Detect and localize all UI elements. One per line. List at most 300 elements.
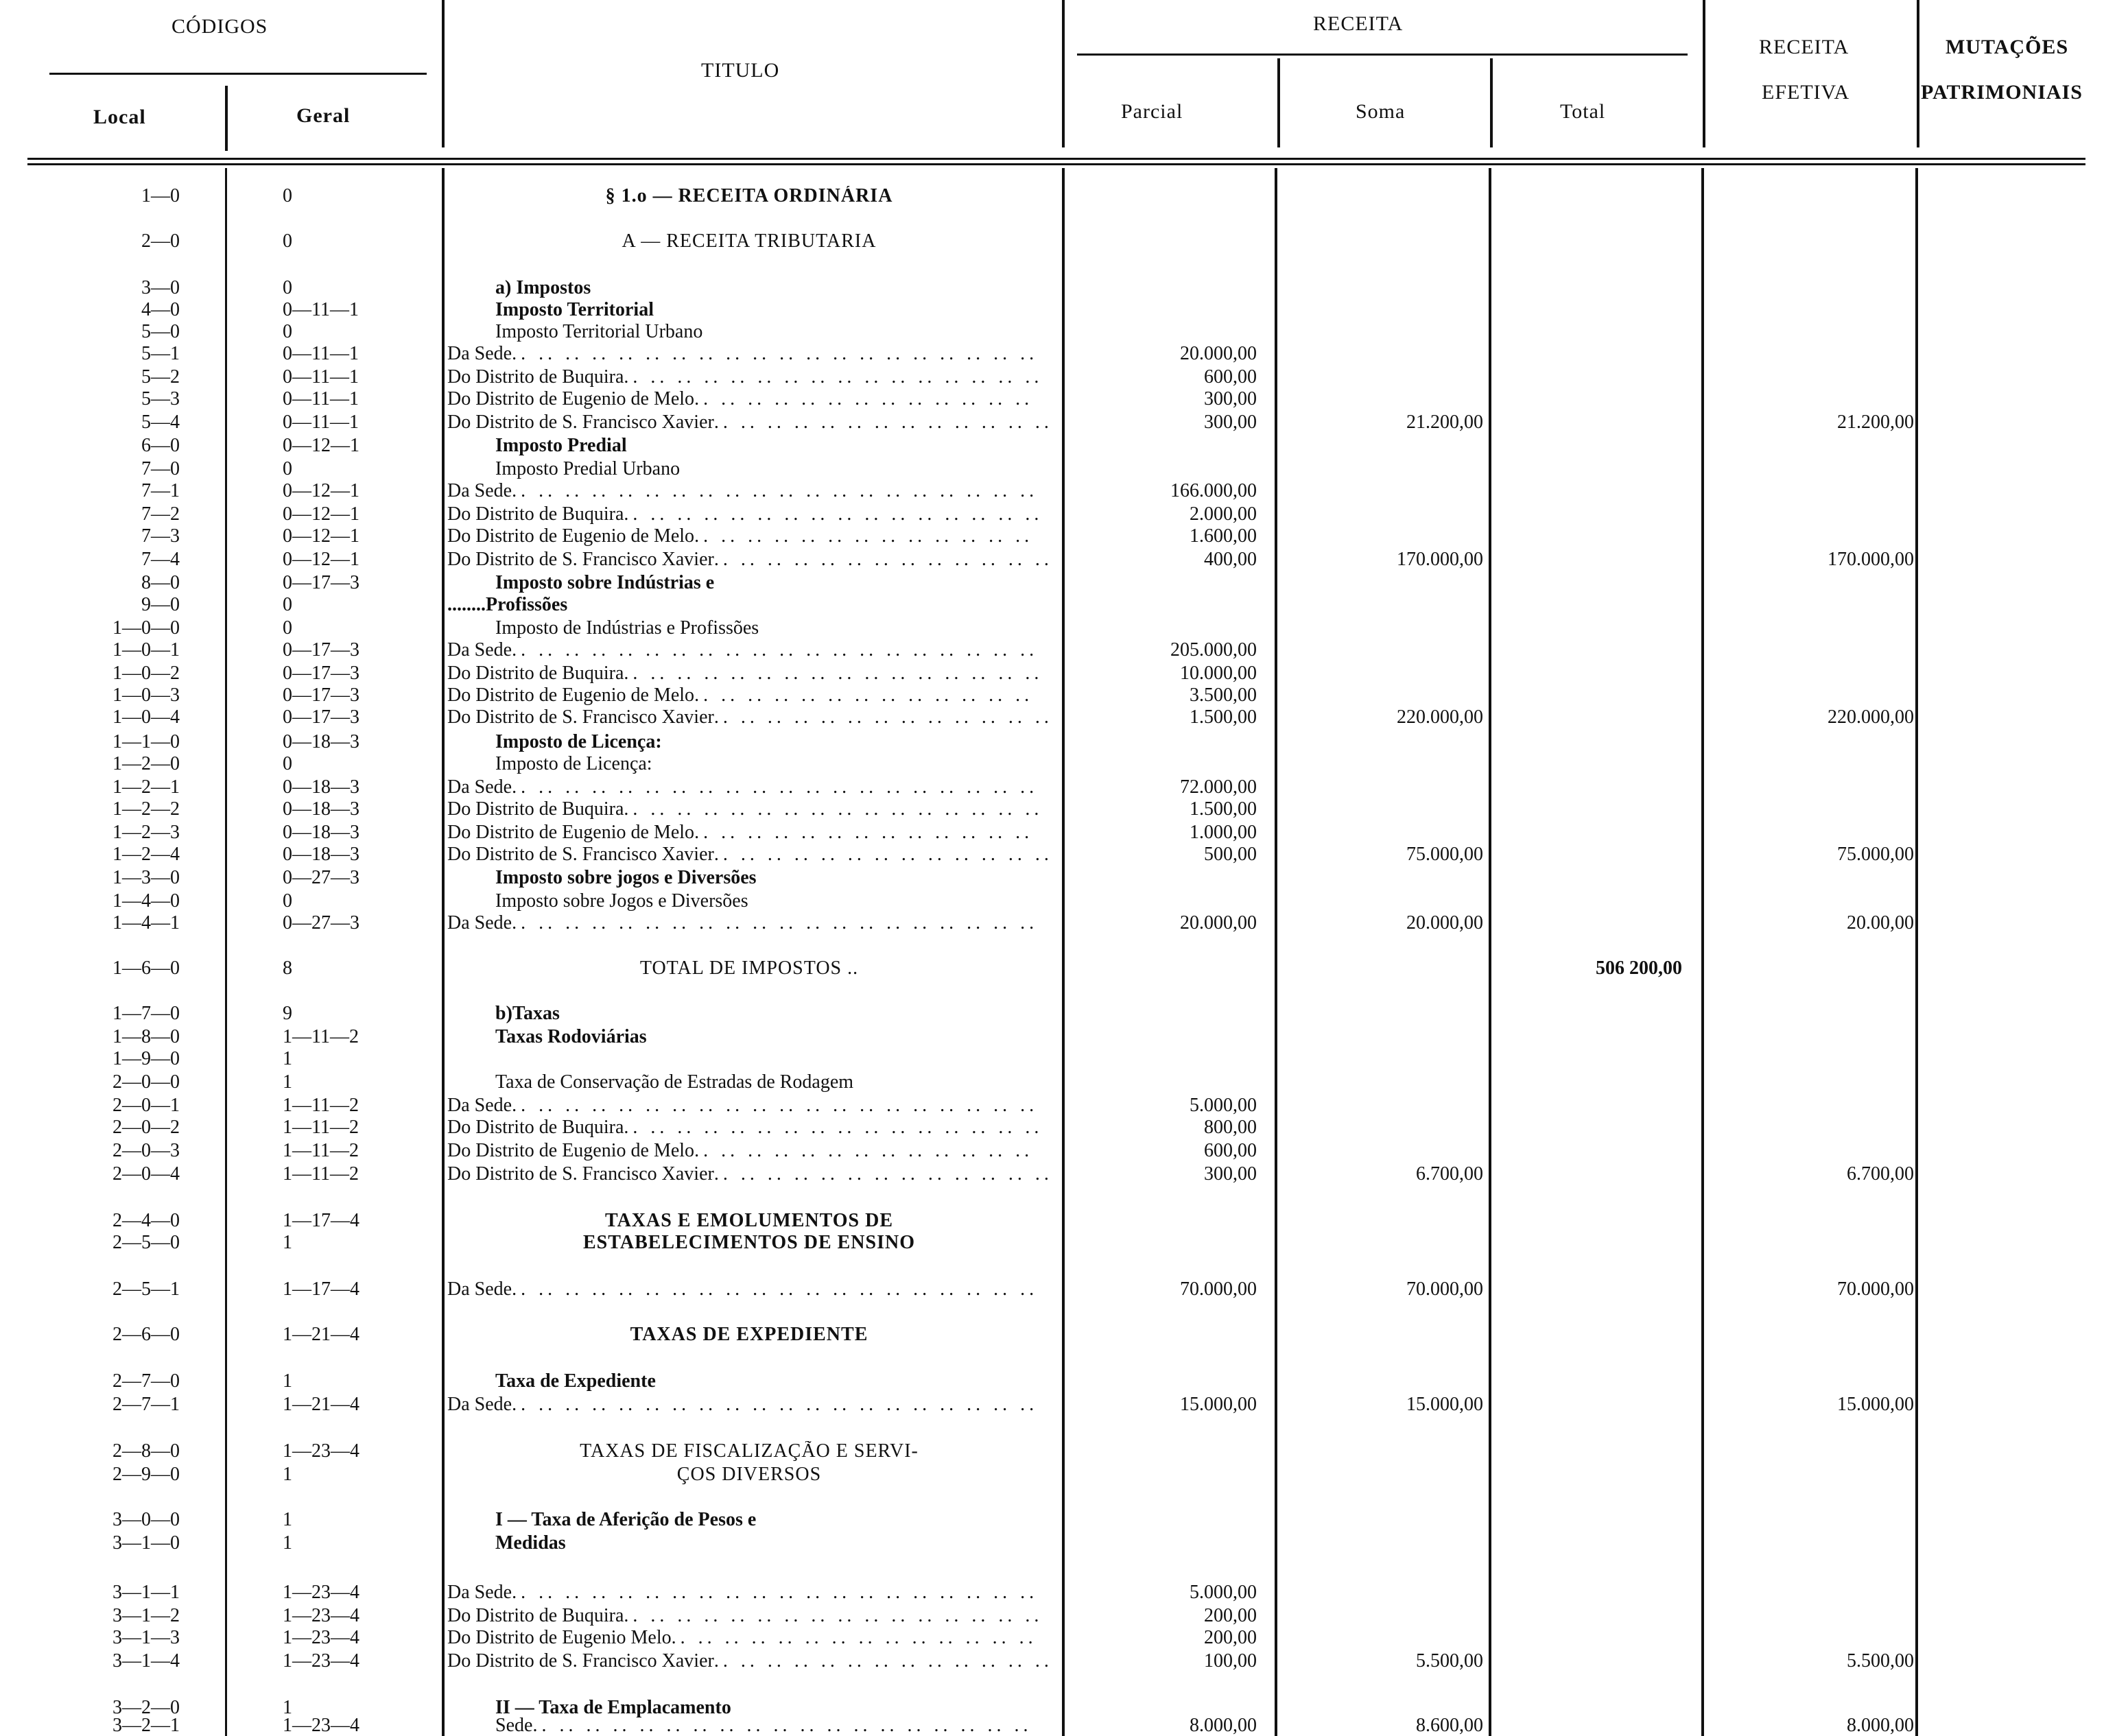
row-title [447, 1279, 1058, 1300]
value-parcial: 72.000,00 [1180, 776, 1257, 798]
row-title-text: Taxa de Expediente [495, 1371, 656, 1392]
header-local: Local [93, 106, 146, 128]
row-title [447, 1117, 1058, 1138]
value-parcial: 15.000,00 [1180, 1394, 1257, 1415]
codigo-geral: 0—27—3 [283, 912, 359, 934]
row-title-text: Imposto Predial Urbano [495, 459, 681, 479]
dot-leader: .. .. .. .. .. .. .. .. .. .. .. .. .. .. .. .. [624, 1117, 1043, 1138]
value-parcial: 400,00 [1204, 549, 1257, 570]
row-title [447, 913, 1058, 934]
codigo-local: 2—4—0 [113, 1210, 180, 1231]
row-title-text: Do Distrito de S. Francisco Xavier [447, 1651, 714, 1672]
codigo-local: 2—0—4 [113, 1163, 180, 1185]
dot-leader: .. .. .. .. .. .. .. .. .. .. .. .. .. [694, 1141, 1034, 1161]
codigo-geral: 1 [283, 1232, 292, 1253]
divider-titulo-left [442, 0, 445, 147]
table-row [0, 754, 2128, 774]
codigo-local: 7—0 [141, 458, 180, 479]
value-efetiva: 5.500,00 [1847, 1650, 1914, 1672]
table-row [0, 412, 2128, 433]
table-row [0, 1464, 2128, 1485]
value-parcial: 200,00 [1204, 1605, 1257, 1626]
table-row [0, 1117, 2128, 1138]
row-title [447, 1324, 1051, 1345]
codigo-local: 8—0 [141, 572, 180, 593]
row-title-text: Do Distrito de Buquira [447, 1606, 624, 1626]
row-title-text: Imposto sobre Jogos e Diversões [495, 891, 748, 912]
codigo-local: 1—0—0 [113, 617, 180, 639]
dot-leader: .. .. .. .. .. .. .. .. .. .. .. .. .. [713, 549, 1053, 570]
codigo-local: 2—0—1 [113, 1095, 180, 1116]
row-title-text: Do Distrito de Eugenio de Melo [447, 526, 695, 547]
value-parcial: 600,00 [1204, 1140, 1257, 1161]
codigo-geral: 1 [283, 1532, 292, 1554]
dot-leader: .. .. .. .. .. .. .. .. .. .. .. .. .. .. .. .. .. .. .. .. [512, 344, 1039, 364]
codigo-local: 3—2—1 [113, 1715, 180, 1736]
dot-leader: .. .. .. .. .. .. .. .. .. .. .. .. .. [694, 822, 1034, 843]
codigo-geral: 1—23—4 [283, 1605, 359, 1626]
codigo-local: 5—3 [141, 388, 180, 409]
row-title [495, 868, 1058, 888]
divider-parcial-soma [1277, 58, 1280, 147]
codigo-geral: 1—17—4 [283, 1279, 359, 1300]
table-row [0, 663, 2128, 684]
value-parcial: 300,00 [1204, 388, 1257, 409]
codigo-geral: 1—23—4 [283, 1582, 359, 1603]
table-row [0, 367, 2128, 388]
value-soma: 21.200,00 [1406, 412, 1483, 433]
table-row [0, 1233, 2128, 1253]
codigo-geral: 9 [283, 1003, 292, 1024]
codigo-geral: 0—11—1 [283, 412, 359, 433]
codigo-geral: 0—12—1 [283, 525, 359, 547]
row-title [447, 707, 1058, 728]
codigo-local: 1—8—0 [113, 1026, 180, 1047]
codigo-geral: 1—11—2 [283, 1163, 359, 1185]
codigo-geral: 0—27—3 [283, 867, 359, 888]
value-parcial: 800,00 [1204, 1117, 1257, 1138]
value-soma: 20.000,00 [1406, 912, 1483, 934]
codigo-geral: 1 [283, 1464, 292, 1485]
row-title-text: Da Sede [447, 913, 512, 934]
dot-leader: .. .. .. .. .. .. .. .. .. .. .. .. .. .. [671, 1628, 1037, 1648]
table-row [0, 344, 2128, 364]
dot-leader: .. .. .. .. .. .. .. .. .. .. .. .. .. .. .. .. .. .. .. .. [512, 640, 1039, 661]
value-efetiva: 21.200,00 [1837, 412, 1914, 433]
row-title-text: TOTAL DE IMPOSTOS .. [639, 958, 859, 979]
row-title-text: Taxas Rodoviárias [495, 1027, 647, 1047]
row-title [495, 1003, 1058, 1024]
codigo-local: 1—7—0 [113, 1003, 180, 1024]
header-parcial: Parcial [1121, 100, 1183, 123]
codigo-geral: 1—21—4 [283, 1324, 359, 1345]
value-parcial: 100,00 [1204, 1650, 1257, 1672]
header-total: Total [1560, 100, 1606, 123]
row-title [447, 526, 1058, 547]
row-title-text: Da Sede [447, 481, 512, 501]
table-row [0, 1715, 2128, 1736]
row-title [447, 367, 1058, 388]
codigo-geral: 0—11—1 [283, 388, 359, 409]
table-row [0, 504, 2128, 525]
codigo-geral: 8 [283, 958, 292, 979]
codigo-local: 3—0—0 [113, 1509, 180, 1530]
codigo-geral: 1—11—2 [283, 1026, 359, 1047]
table-row [0, 1095, 2128, 1116]
table-row [0, 913, 2128, 934]
table-row [0, 618, 2128, 639]
row-title [447, 1651, 1058, 1672]
table-row [0, 526, 2128, 547]
header-rule-bottom [27, 163, 2085, 165]
row-title-text: Do Distrito de Buquira [447, 799, 624, 820]
codigo-geral: 1 [283, 1071, 292, 1093]
codigo-local: 5—4 [141, 412, 180, 433]
row-title-text: Taxa de Conservação de Estradas de Rodagem [495, 1072, 854, 1093]
header-mutacoes-2: PATRIMONIAIS [1921, 81, 2083, 104]
table-row [0, 799, 2128, 820]
table-row [0, 732, 2128, 752]
row-title-text: § 1.o — RECEITA ORDINÁRIA [605, 186, 893, 206]
row-title [447, 1164, 1058, 1185]
row-title-text: Do Distrito de Buquira [447, 367, 624, 388]
row-title-text: Imposto de Licença: [495, 732, 662, 752]
header-receita-rule [1077, 53, 1688, 56]
codigo-geral: 1—11—2 [283, 1095, 359, 1116]
row-title [447, 412, 1058, 433]
row-title [495, 618, 1058, 639]
table-row [0, 1394, 2128, 1415]
codigo-geral: 0 [283, 458, 292, 479]
codigo-local: 1—2—0 [113, 753, 180, 774]
codigo-local: 2—9—0 [113, 1464, 180, 1485]
codigo-local: 1—2—2 [113, 798, 180, 820]
row-title-text: Da Sede [447, 1582, 512, 1603]
codigo-local: 2—7—1 [113, 1394, 180, 1415]
row-title-text: Imposto Territorial [495, 300, 654, 320]
codigo-geral: 0—11—1 [283, 366, 359, 388]
row-title [447, 685, 1058, 706]
codigo-geral: 1 [283, 1509, 292, 1530]
table-row [0, 868, 2128, 888]
row-title [447, 844, 1058, 865]
codigo-geral: 0—12—1 [283, 480, 359, 501]
row-title-text: Da Sede [447, 777, 512, 798]
table-row [0, 1324, 2128, 1345]
row-title-text: Do Distrito de S. Francisco Xavier [447, 1164, 714, 1185]
value-efetiva: 220.000,00 [1828, 706, 1914, 728]
codigo-geral: 0—17—3 [283, 572, 359, 593]
header-codigos: CÓDIGOS [172, 15, 268, 38]
value-parcial: 5.000,00 [1190, 1095, 1257, 1116]
codigo-geral: 1 [283, 1048, 292, 1069]
row-title [495, 322, 1058, 342]
table-row [0, 1164, 2128, 1185]
row-title-text: Do Distrito de Eugenio de Melo [447, 389, 695, 409]
codigo-geral: 0 [283, 890, 292, 912]
codigo-local: 3—1—2 [113, 1605, 180, 1626]
divider-soma-total [1490, 58, 1493, 147]
codigo-local: 3—0 [141, 277, 180, 298]
codigo-local: 6—0 [141, 435, 180, 456]
value-efetiva: 15.000,00 [1837, 1394, 1914, 1415]
row-title [495, 436, 1058, 456]
table-row [0, 1279, 2128, 1300]
row-title-text: Da Sede [447, 1095, 512, 1116]
codigo-local: 1—0—4 [113, 706, 180, 728]
dot-leader: .. .. .. .. .. .. .. .. .. .. .. .. .. [713, 844, 1053, 865]
row-title-text: Medidas [495, 1533, 566, 1554]
codigo-local: 5—2 [141, 366, 180, 388]
value-soma: 5.500,00 [1416, 1650, 1483, 1672]
dot-leader: .. .. .. .. .. .. .. .. .. .. .. .. .. .. .. .. [624, 367, 1043, 388]
row-title-text: Do Distrito de S. Francisco Xavier [447, 707, 714, 728]
value-efetiva: 6.700,00 [1847, 1163, 1914, 1185]
value-parcial: 3.500,00 [1190, 685, 1257, 706]
codigo-local: 3—1—0 [113, 1532, 180, 1554]
header-receita: RECEITA [1313, 12, 1404, 35]
row-title-text: Do Distrito de Buquira [447, 663, 624, 684]
value-parcial: 10.000,00 [1180, 663, 1257, 684]
value-parcial: 5.000,00 [1190, 1582, 1257, 1603]
header-divider [225, 86, 228, 151]
codigo-local: 5—0 [141, 321, 180, 342]
row-title [447, 1394, 1058, 1415]
codigo-local: 2—0—3 [113, 1140, 180, 1161]
codigo-geral: 1—23—4 [283, 1715, 359, 1736]
row-title-text: Sede [495, 1715, 533, 1736]
table-row [0, 300, 2128, 320]
dot-leader: .. .. .. .. .. .. .. .. .. .. .. .. .. [713, 412, 1053, 433]
row-title-text: Imposto Territorial Urbano [495, 322, 703, 342]
row-title [447, 1211, 1051, 1231]
codigo-local: 9—0 [141, 594, 180, 615]
row-title [447, 1441, 1051, 1462]
table-row [0, 685, 2128, 706]
table-row [0, 1582, 2128, 1603]
row-title [495, 1715, 1058, 1736]
table-row [0, 1651, 2128, 1672]
table-row [0, 822, 2128, 843]
codigo-geral: 0 [283, 617, 292, 639]
codigo-geral: 1—23—4 [283, 1650, 359, 1672]
value-parcial: 1.000,00 [1190, 822, 1257, 843]
table-row [0, 186, 2128, 206]
codigo-local: 1—2—4 [113, 844, 180, 865]
row-title [447, 504, 1058, 525]
table-row [0, 389, 2128, 409]
codigo-geral: 0 [283, 230, 292, 252]
row-title-text: Do Distrito de Buquira [447, 1117, 624, 1138]
value-parcial: 1.600,00 [1190, 525, 1257, 547]
codigo-local: 2—0 [141, 230, 180, 252]
table-row [0, 1441, 2128, 1462]
row-title [447, 1606, 1058, 1626]
row-title-text: Do Distrito de S. Francisco Xavier [447, 844, 714, 865]
row-title [447, 1464, 1051, 1485]
row-title-text: Do Distrito de Buquira [447, 504, 624, 525]
row-title-text: A — RECEITA TRIBUTARIA [622, 231, 877, 252]
row-title-text: I — Taxa de Aferição de Pesos e [495, 1510, 757, 1530]
table-row [0, 1606, 2128, 1626]
table-row [0, 844, 2128, 865]
header-soma: Soma [1356, 100, 1406, 123]
table-row [0, 549, 2128, 570]
row-title [495, 300, 1058, 320]
header-geral: Geral [296, 104, 351, 127]
value-parcial: 205.000,00 [1170, 639, 1257, 661]
value-parcial: 166.000,00 [1170, 480, 1257, 501]
codigo-geral: 0—12—1 [283, 503, 359, 525]
row-title [447, 1582, 1058, 1603]
divider-titulo-right [1062, 0, 1065, 147]
row-title [495, 459, 1058, 479]
value-parcial: 1.500,00 [1190, 706, 1257, 728]
dot-leader: .. .. .. .. .. .. .. .. .. .. .. .. .. .. .. .. .. .. .. .. [512, 1095, 1039, 1116]
row-title-text: Do Distrito de S. Francisco Xavier [447, 412, 714, 433]
codigo-geral: 1 [283, 1697, 292, 1718]
codigo-local: 1—3—0 [113, 867, 180, 888]
codigo-local: 1—4—0 [113, 890, 180, 912]
value-efetiva: 170.000,00 [1828, 549, 1914, 570]
row-title-text: ........Profissões [447, 595, 568, 615]
dot-leader: .. .. .. .. .. .. .. .. .. .. .. .. .. .. .. .. [624, 799, 1043, 820]
codigo-geral: 0—11—1 [283, 343, 359, 364]
value-total: 506 200,00 [1596, 958, 1682, 979]
codigo-geral: 1—17—4 [283, 1210, 359, 1231]
dot-leader: .. .. .. .. .. .. .. .. .. .. .. .. .. [713, 707, 1053, 728]
row-title [447, 231, 1051, 252]
row-title [447, 777, 1058, 798]
codigo-geral: 1—23—4 [283, 1627, 359, 1648]
row-title [495, 1027, 1058, 1047]
codigo-geral: 0 [283, 594, 292, 615]
table-row [0, 1141, 2128, 1161]
row-title-text: TAXAS E EMOLUMENTOS DE [604, 1211, 894, 1231]
codigo-local: 1—1—0 [113, 731, 180, 752]
codigo-geral: 1—11—2 [283, 1117, 359, 1138]
row-title-text: Imposto de Licença: [495, 754, 652, 774]
value-soma: 75.000,00 [1406, 844, 1483, 865]
codigo-geral: 0—17—3 [283, 663, 359, 684]
value-efetiva: 8.000,00 [1847, 1715, 1914, 1736]
row-title [495, 573, 1058, 593]
codigo-local: 3—2—0 [113, 1697, 180, 1718]
row-title [447, 389, 1058, 409]
row-title [495, 278, 1058, 298]
codigo-local: 2—6—0 [113, 1324, 180, 1345]
row-title-text: Do Distrito de S. Francisco Xavier [447, 549, 714, 570]
row-title-text: Do Distrito de Eugenio Melo [447, 1628, 672, 1648]
row-title-text: ESTABELECIMENTOS DE ENSINO [583, 1233, 915, 1253]
row-title [495, 1510, 1058, 1530]
value-parcial: 300,00 [1204, 1163, 1257, 1185]
dot-leader: .. .. .. .. .. .. .. .. .. .. .. .. .. [713, 1651, 1053, 1672]
row-title-text: Da Sede [447, 344, 512, 364]
row-title-text: Da Sede [447, 1279, 512, 1300]
codigo-geral: 0 [283, 277, 292, 298]
table-row [0, 481, 2128, 501]
dot-leader: .. .. .. .. .. .. .. .. .. .. .. .. .. [713, 1164, 1053, 1185]
codigo-local: 7—1 [141, 480, 180, 501]
row-title-text: Da Sede [447, 640, 512, 661]
codigo-local: 3—1—4 [113, 1650, 180, 1672]
header-mutacoes-1: MUTAÇÕES [1946, 36, 2069, 58]
value-soma: 220.000,00 [1397, 706, 1483, 728]
codigo-geral: 0—18—3 [283, 798, 359, 820]
codigo-local: 2—5—1 [113, 1279, 180, 1300]
codigo-local: 4—0 [141, 299, 180, 320]
table-row [0, 595, 2128, 615]
row-title [447, 822, 1058, 843]
table-row [0, 322, 2128, 342]
row-title [447, 549, 1058, 570]
table-row [0, 573, 2128, 593]
value-efetiva: 70.000,00 [1837, 1279, 1914, 1300]
value-parcial: 20.000,00 [1180, 343, 1257, 364]
dot-leader: .. .. .. .. .. .. .. .. .. .. .. .. .. .. .. .. .. .. .. .. [512, 1394, 1039, 1415]
row-title [447, 1141, 1058, 1161]
codigo-local: 7—2 [141, 503, 180, 525]
table-row [0, 1533, 2128, 1554]
table-row [0, 436, 2128, 456]
row-title-text: a) Impostos [495, 278, 591, 298]
codigo-local: 1—9—0 [113, 1048, 180, 1069]
table-row [0, 707, 2128, 728]
codigo-local: 1—0—1 [113, 639, 180, 661]
value-parcial: 200,00 [1204, 1627, 1257, 1648]
header-receita-efetiva-2: EFETIVA [1762, 81, 1850, 104]
value-parcial: 70.000,00 [1180, 1279, 1257, 1300]
row-title-text: Imposto sobre Indústrias e [495, 573, 715, 593]
row-title [447, 640, 1058, 661]
codigo-local: 1—4—1 [113, 912, 180, 934]
dot-leader: .. .. .. .. .. .. .. .. .. .. .. .. .. .. .. .. .. .. .. .. [512, 913, 1039, 934]
row-title-text: Do Distrito de Eugenio de Melo [447, 685, 695, 706]
value-parcial: 8.000,00 [1190, 1715, 1257, 1736]
codigo-local: 7—4 [141, 549, 180, 570]
value-soma: 6.700,00 [1416, 1163, 1483, 1185]
codigo-local: 1—6—0 [113, 958, 180, 979]
codigo-geral: 1 [283, 1370, 292, 1392]
value-soma: 8.600,00 [1416, 1715, 1483, 1736]
value-soma: 70.000,00 [1406, 1279, 1483, 1300]
dot-leader: .. .. .. .. .. .. .. .. .. .. .. .. .. [694, 526, 1034, 547]
row-title-text: Da Sede [447, 1394, 512, 1415]
codigo-local: 5—1 [141, 343, 180, 364]
row-title-text: Imposto Predial [495, 436, 627, 456]
codigo-geral: 0—11—1 [283, 299, 359, 320]
codigo-geral: 0—18—3 [283, 776, 359, 798]
row-title [495, 732, 1058, 752]
codigo-geral: 0 [283, 753, 292, 774]
codigo-local: 1—0 [141, 185, 180, 206]
codigo-geral: 0—18—3 [283, 731, 359, 752]
codigo-geral: 0—12—1 [283, 549, 359, 570]
row-title [495, 1072, 1058, 1093]
table-row [0, 1510, 2128, 1530]
row-title [495, 1371, 1058, 1392]
row-title [495, 754, 1058, 774]
codigo-local: 1—2—1 [113, 776, 180, 798]
row-title [447, 1628, 1058, 1648]
codigo-geral: 0—12—1 [283, 435, 359, 456]
table-row [0, 278, 2128, 298]
dot-leader: .. .. .. .. .. .. .. .. .. .. .. .. .. .. .. .. [624, 504, 1043, 525]
codigo-geral: 0 [283, 185, 292, 206]
codigo-local: 1—2—3 [113, 822, 180, 843]
table-row [0, 1211, 2128, 1231]
